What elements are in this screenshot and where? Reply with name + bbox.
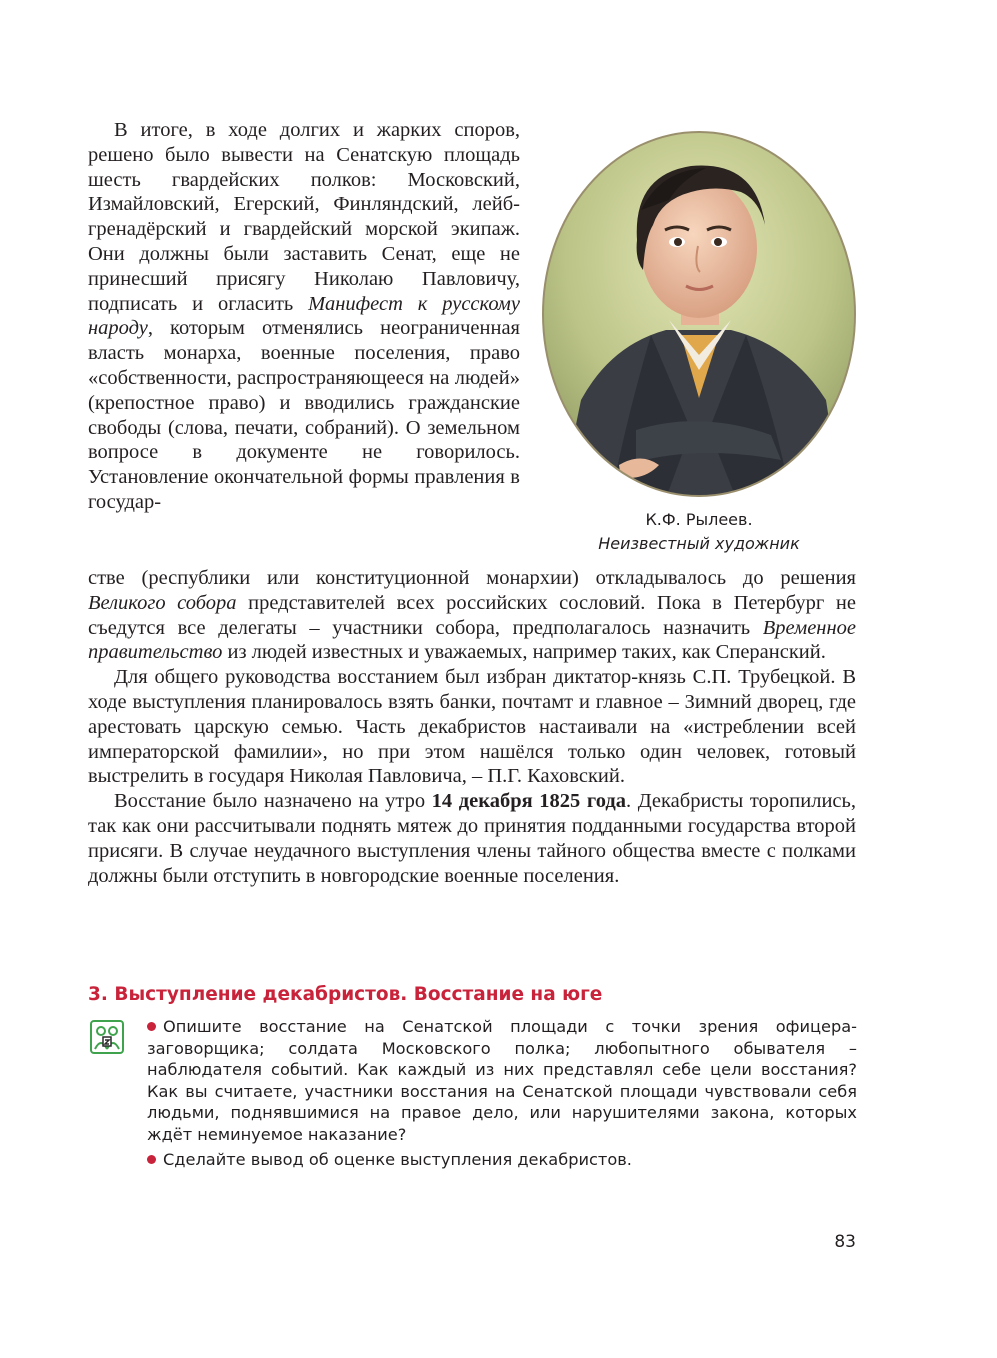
- paragraph-3: [88, 789, 856, 888]
- portrait-ryleev: [541, 130, 857, 498]
- term-great-assembly: Великого собора: [88, 591, 237, 614]
- paragraph-1-part-d: представителей всех российских сословий. Пока в Петербург не съедутся все делегаты – участники собора, предполагалось назначить: [88, 591, 856, 639]
- text-full-width: [88, 566, 856, 888]
- portrait-caption: [541, 508, 857, 556]
- paragraph-3-part-b: . Декабристы торопились, так как они рассчитывали поднять мятеж до принятия подданными государства второй присяги. В случае неудачного выступления члены тайного общества вместе с полками должны были отступить в новгородские военные поселения.: [88, 790, 856, 887]
- task-item-2: [147, 1149, 857, 1171]
- task-2-text: Сделайте вывод об оценке выступления декабристов.: [163, 1149, 632, 1169]
- paragraph-1-start: [88, 118, 520, 515]
- paragraph-1-part-c: стве (республики или конституционной монархии) откладывалось до решения: [88, 567, 856, 589]
- task-item-1: [147, 1016, 857, 1146]
- bullet-dot: [147, 1155, 156, 1164]
- paragraph-2: Для общего руководства восстанием был избран диктатор-князь С.П. Трубецкой. В ходе выступления планировалось взять банки, почтамт и главное – Зимний дворец, где арестовать царскую семью. Часть декабристов настаивали на «истреблении всей императорской фамилии», но при этом нашёлся только один человек, готовый выстрелить в государя Николая Павловича, – П.Г. Каховский.: [88, 666, 856, 788]
- page-number: 83: [834, 1232, 856, 1252]
- paragraph-1-part-a: В итоге, в ходе долгих и жарких споров, решено было вывести на Сенатскую площадь шесть гвардейских полков: Московский, Измайловский, Егерский, Финляндский, лейб-гренадёрский и гвардейский морской экипаж. Они должны были заставить Сенат, еще не принесший присягу Николаю Павловичу, подписать и огласить: [88, 119, 520, 315]
- pair-work-icon: [90, 1020, 124, 1054]
- paragraph-1-continuation: [88, 566, 856, 665]
- paragraph-1-part-e: из людей известных и уважаемых, например таких, как Сперанский.: [222, 641, 826, 664]
- paragraph-1-part-b: , которым отменялись неограниченная власть монарха, военные поселения, право «собственности, распространяющееся на людей» (крепостное право) и вводились гражданские свободы (слова, печати, собраний). О земельном вопросе в документе не говорилось. Установление окончательной формы правления в государ-: [88, 317, 520, 513]
- paragraph-3-part-a: Восстание было назначено на утро: [114, 790, 432, 813]
- task-1-text: Опишите восстание на Сенатской площади с точки зрения офицера-заговорщика; солдата Московского полка; любопытного обывателя – наблюдателя событий. Как каждый из них представлял себе цели восстания? Как вы считаете, участники восстания на Сенатской площади чувствовали себя людьми, поднявшимися на правое дело, или нарушителями закона, которых ждёт неминуемое наказание?: [147, 1017, 857, 1144]
- caption-name: К.Ф. Рылеев.: [645, 510, 753, 529]
- term-provisional-government: Временное правительство: [88, 616, 856, 664]
- bullet-dot: [147, 1022, 156, 1031]
- text-column-beside-portrait: [88, 118, 520, 515]
- caption-artist: Неизвестный художник: [598, 534, 800, 553]
- term-manifesto: Манифест к русскому народу: [88, 292, 520, 340]
- uprising-date: 14 декабря 1825 года: [431, 790, 626, 813]
- section-heading: 3. Выступление декабристов. Восстание на юге: [88, 984, 603, 1005]
- task-list: [147, 1016, 857, 1173]
